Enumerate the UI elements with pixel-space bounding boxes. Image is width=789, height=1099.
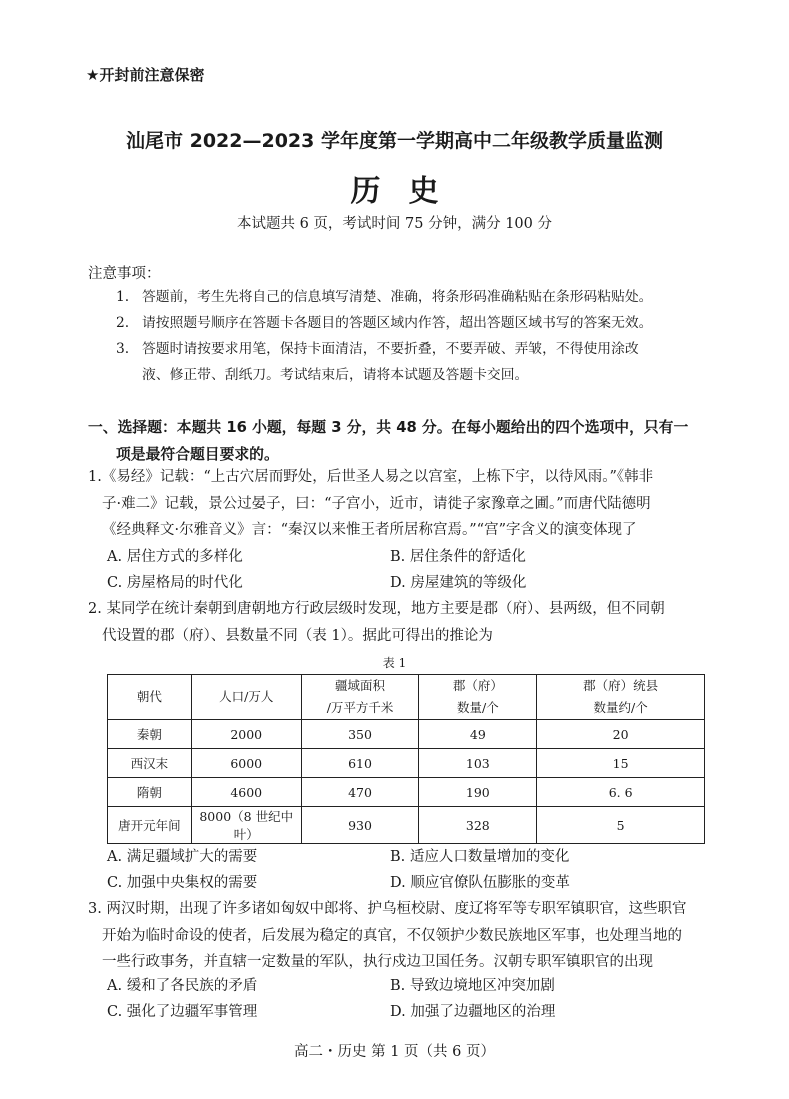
notice-item-2 bbox=[116, 310, 716, 336]
table-cell: 49 bbox=[419, 720, 537, 749]
question-3 bbox=[88, 896, 708, 976]
q1-option-b[interactable]: B. 居住条件的舒适化 bbox=[390, 549, 526, 565]
table-cell: 103 bbox=[419, 749, 537, 778]
q2-option-a[interactable]: A. 满足疆域扩大的需要 bbox=[107, 849, 258, 865]
question-line: 《经典释文·尔雅音义》言：“秦汉以来惟王者所居称宫焉。”“宫”字含义的演变体现了 bbox=[102, 522, 637, 538]
q1-option-c[interactable]: C. 房屋格局的时代化 bbox=[107, 575, 243, 591]
q3-option-b[interactable]: B. 导致边境地区冲突加剧 bbox=[390, 978, 555, 994]
exam-info: 本试题共 6 页，考试时间 75 分钟，满分 100 分 bbox=[236, 216, 552, 232]
q2-option-d[interactable]: D. 顺应官僚队伍膨胀的变革 bbox=[390, 875, 570, 891]
table-header-cell: 人口/万人 bbox=[191, 675, 301, 720]
table-caption: 表 1 bbox=[382, 656, 407, 670]
data-table bbox=[107, 674, 705, 844]
question-line: 3. 两汉时期，出现了许多诸如匈奴中郎将、护乌桓校尉、度辽将军等专职军镇职官，这些职官 bbox=[88, 901, 687, 917]
question-line: 1.《易经》记载：“上古穴居而野处，后世圣人易之以宫室，上栋下宇，以待风雨。”《韩非 bbox=[88, 469, 654, 485]
q3-option-a[interactable]: A. 缓和了各民族的矛盾 bbox=[107, 978, 258, 994]
table-row bbox=[108, 749, 705, 778]
table-cell: 西汉末 bbox=[108, 749, 192, 778]
table-header-cell: 郡（府） 数量/个 bbox=[419, 675, 537, 720]
notice-number: 2. bbox=[116, 315, 130, 331]
table-cell: 350 bbox=[301, 720, 419, 749]
q1-option-d[interactable]: D. 房屋建筑的等级化 bbox=[390, 575, 527, 591]
table-cell: 秦朝 bbox=[108, 720, 192, 749]
table-cell: 8000（8 世纪中叶） bbox=[191, 807, 301, 844]
q2-option-b[interactable]: B. 适应人口数量增加的变化 bbox=[390, 849, 570, 865]
table-header-cell: 朝代 bbox=[108, 675, 192, 720]
question-line: 开始为临时命设的使者，后发展为稳定的真官，不仅领护少数民族地区军事，也处理当地的 bbox=[102, 927, 682, 944]
notice-text: 答题时请按要求用笔，保持卡面清洁，不要折叠，不要弄破、弄皱，不得使用涂改 bbox=[142, 341, 639, 357]
notice-text-cont: 液、修正带、刮纸刀。考试结束后，请将本试题及答题卡交回。 bbox=[142, 367, 529, 383]
table-cell: 隋朝 bbox=[108, 778, 192, 807]
table-row bbox=[108, 778, 705, 807]
notice-item-3 bbox=[116, 336, 716, 388]
confidential-mark: ★开封前注意保密 bbox=[86, 66, 205, 84]
table-cell: 930 bbox=[301, 807, 419, 844]
table-cell: 190 bbox=[419, 778, 537, 807]
q3-option-c[interactable]: C. 强化了边疆军事管理 bbox=[107, 1004, 258, 1020]
table-row bbox=[108, 807, 705, 844]
table-cell: 4600 bbox=[191, 778, 301, 807]
table-row bbox=[108, 720, 705, 749]
notice-text: 请按照题号顺序在答题卡各题目的答题区域内作答，超出答题区域书写的答案无效。 bbox=[142, 315, 653, 331]
table-cell: 6. 6 bbox=[537, 778, 705, 807]
notice-number: 1. bbox=[116, 289, 130, 305]
table-cell: 470 bbox=[301, 778, 419, 807]
notice-text: 答题前，考生先将自己的信息填写清楚、准确，将条形码准确粘贴在条形码粘贴处。 bbox=[142, 289, 653, 305]
notice-heading: 注意事项： bbox=[88, 266, 161, 282]
table-cell: 20 bbox=[537, 720, 705, 749]
question-line: 2. 某同学在统计秦朝到唐朝地方行政层级时发现，地方主要是郡（府）、县两级，但不同朝 bbox=[88, 601, 665, 617]
question-line: 一些行政事务，并直辖一定数量的军队，执行戍边卫国任务。汉朝专职军镇职官的出现 bbox=[102, 954, 653, 970]
table-cell: 15 bbox=[537, 749, 705, 778]
q3-option-d[interactable]: D. 加强了边疆地区的治理 bbox=[390, 1004, 556, 1020]
table-cell: 唐开元年间 bbox=[108, 807, 192, 844]
table-header-row bbox=[108, 675, 705, 720]
table-cell: 328 bbox=[419, 807, 537, 844]
table-cell: 5 bbox=[537, 807, 705, 844]
table-cell: 2000 bbox=[191, 720, 301, 749]
table-header-cell: 疆域面积 /万平方千米 bbox=[301, 675, 419, 720]
table-cell: 6000 bbox=[191, 749, 301, 778]
q1-option-a[interactable]: A. 居住方式的多样化 bbox=[107, 549, 243, 565]
question-2 bbox=[88, 596, 708, 649]
subject-title: 历史 bbox=[350, 174, 467, 209]
section-line-1: 一、选择题：本题共 16 小题，每题 3 分，共 48 分。在每小题给出的四个选项中，只有一 bbox=[88, 419, 689, 436]
q2-option-c[interactable]: C. 加强中央集权的需要 bbox=[107, 875, 258, 891]
question-line: 子·难二》记载，景公过晏子，曰：“子宫小，近市，请徙子家豫章之圃。”而唐代陆德明 bbox=[102, 495, 651, 512]
question-line: 代设置的郡（府）、县数量不同（表 1）。据此可得出的推论为 bbox=[102, 627, 493, 644]
notice-item-1 bbox=[116, 284, 716, 310]
notice-number: 3. bbox=[116, 341, 130, 357]
table-header-cell: 郡（府）统县 数量约/个 bbox=[537, 675, 705, 720]
exam-title: 汕尾市 2022—2023 学年度第一学期高中二年级教学质量监测 bbox=[126, 130, 663, 152]
section-heading bbox=[88, 414, 708, 468]
table-cell: 610 bbox=[301, 749, 419, 778]
page-footer: 高二・历史 第 1 页（共 6 页） bbox=[294, 1044, 495, 1060]
question-1 bbox=[88, 464, 708, 544]
section-line-2: 项是最符合题目要求的。 bbox=[116, 446, 279, 463]
